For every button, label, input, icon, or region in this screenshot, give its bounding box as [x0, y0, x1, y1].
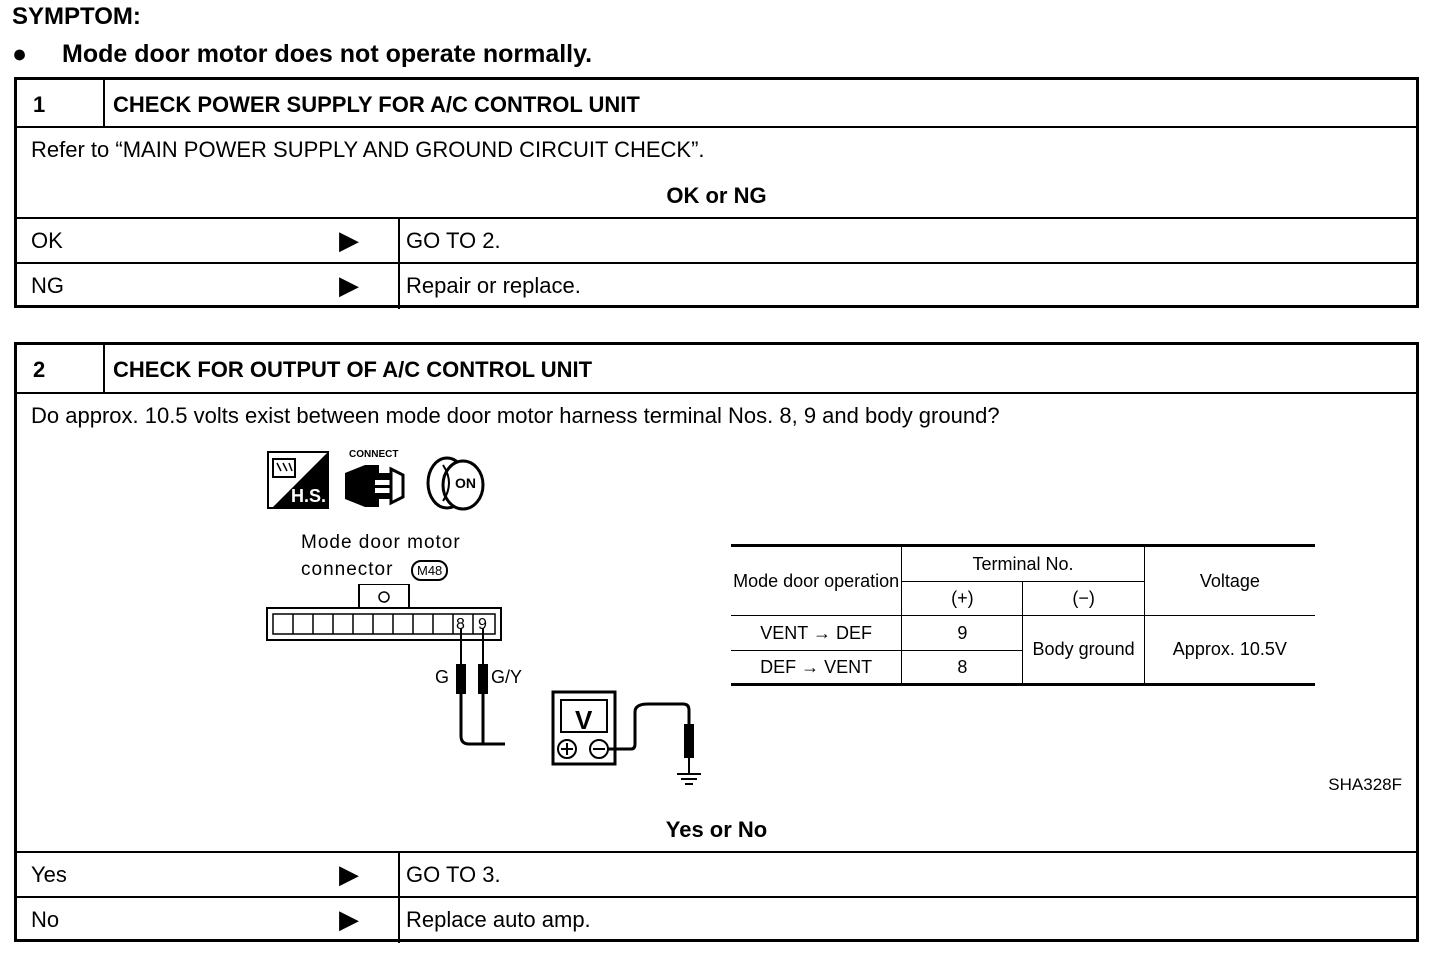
step1-title: CHECK POWER SUPPLY FOR A/C CONTROL UNIT [113, 92, 640, 117]
divider [398, 264, 400, 309]
connector-id-badge: M48 [411, 560, 448, 581]
hand-test-icon [267, 451, 329, 509]
step1-body [17, 126, 1416, 217]
col-header-voltage: Voltage [1144, 546, 1315, 616]
col-header-plus: (+) [902, 582, 1023, 616]
pin-label: 8 [456, 616, 465, 633]
symptom-text: Mode door motor does not operate normally. [62, 40, 593, 68]
connector-drawing [265, 584, 505, 794]
step2-number: 2 [33, 357, 46, 382]
on-label: ON [455, 475, 476, 491]
arrow-right-icon: ▶ [339, 225, 359, 255]
divider [103, 345, 105, 392]
step2-instruction: Do approx. 10.5 volts exist between mode door motor harness terminal Nos. 8, 9 and body ground? [31, 403, 1000, 428]
result-action: GO TO 2. [406, 228, 501, 253]
step1-result-row [17, 217, 1416, 262]
connector-caption: Mode door motor [301, 532, 461, 553]
result-label: OK [31, 228, 63, 253]
connector-disconnect-icon [341, 449, 411, 511]
pin-label: 9 [478, 616, 487, 633]
meter-label: V [575, 705, 593, 735]
result-action: Repair or replace. [406, 273, 581, 298]
ignition-key-icon [425, 455, 493, 513]
col-header-terminal: Terminal No. [902, 546, 1144, 582]
divider [398, 853, 400, 898]
table-cell-operation: DEF → VENT [731, 651, 902, 685]
step2-result-header: Yes or No [665, 817, 768, 842]
wire-label: G/Y [491, 667, 523, 687]
step1-box [14, 77, 1419, 308]
table-cell-plus: 8 [902, 651, 1023, 685]
step2-title: CHECK FOR OUTPUT OF A/C CONTROL UNIT [113, 357, 593, 382]
result-action: Replace auto amp. [406, 907, 591, 932]
col-header-minus: (−) [1023, 582, 1144, 616]
step2-result-row [17, 896, 1416, 939]
step1-result-row [17, 262, 1416, 305]
step2-body [17, 392, 1416, 851]
voltmeter-drawing [483, 684, 713, 794]
bullet-icon: ● [12, 40, 28, 68]
table-cell-operation: VENT → DEF [731, 616, 902, 651]
step2-box [14, 342, 1419, 942]
connect-label: CONNECT [349, 449, 399, 460]
connector-caption: connector [301, 559, 394, 580]
wiring-figure [247, 449, 717, 789]
result-label: NG [31, 273, 64, 298]
terminal-table [731, 544, 1315, 686]
step1-result-header: OK or NG [666, 183, 767, 208]
table-cell-minus: Body ground [1023, 616, 1144, 685]
result-label: No [31, 907, 60, 932]
symptom-title: SYMPTOM: [12, 3, 141, 30]
divider [103, 80, 105, 126]
divider [398, 219, 400, 264]
wire-label: G [435, 667, 450, 687]
step1-number: 1 [33, 92, 46, 117]
step1-instruction: Refer to “MAIN POWER SUPPLY AND GROUND CIRCUIT CHECK”. [31, 137, 705, 162]
arrow-right-icon: ▶ [339, 859, 359, 889]
result-action: GO TO 3. [406, 862, 501, 887]
arrow-right-icon: ▶ [339, 270, 359, 300]
divider [398, 898, 400, 943]
result-label: Yes [31, 862, 67, 887]
table-cell-plus: 9 [902, 616, 1023, 651]
col-header-operation: Mode door operation [731, 546, 902, 616]
figure-code: SHA328F [1328, 775, 1402, 794]
hs-label: H.S. [290, 486, 326, 506]
step2-result-row [17, 851, 1416, 896]
arrow-right-icon: ▶ [339, 904, 359, 934]
symptom-line [12, 40, 592, 69]
table-cell-voltage: Approx. 10.5V [1144, 616, 1315, 685]
